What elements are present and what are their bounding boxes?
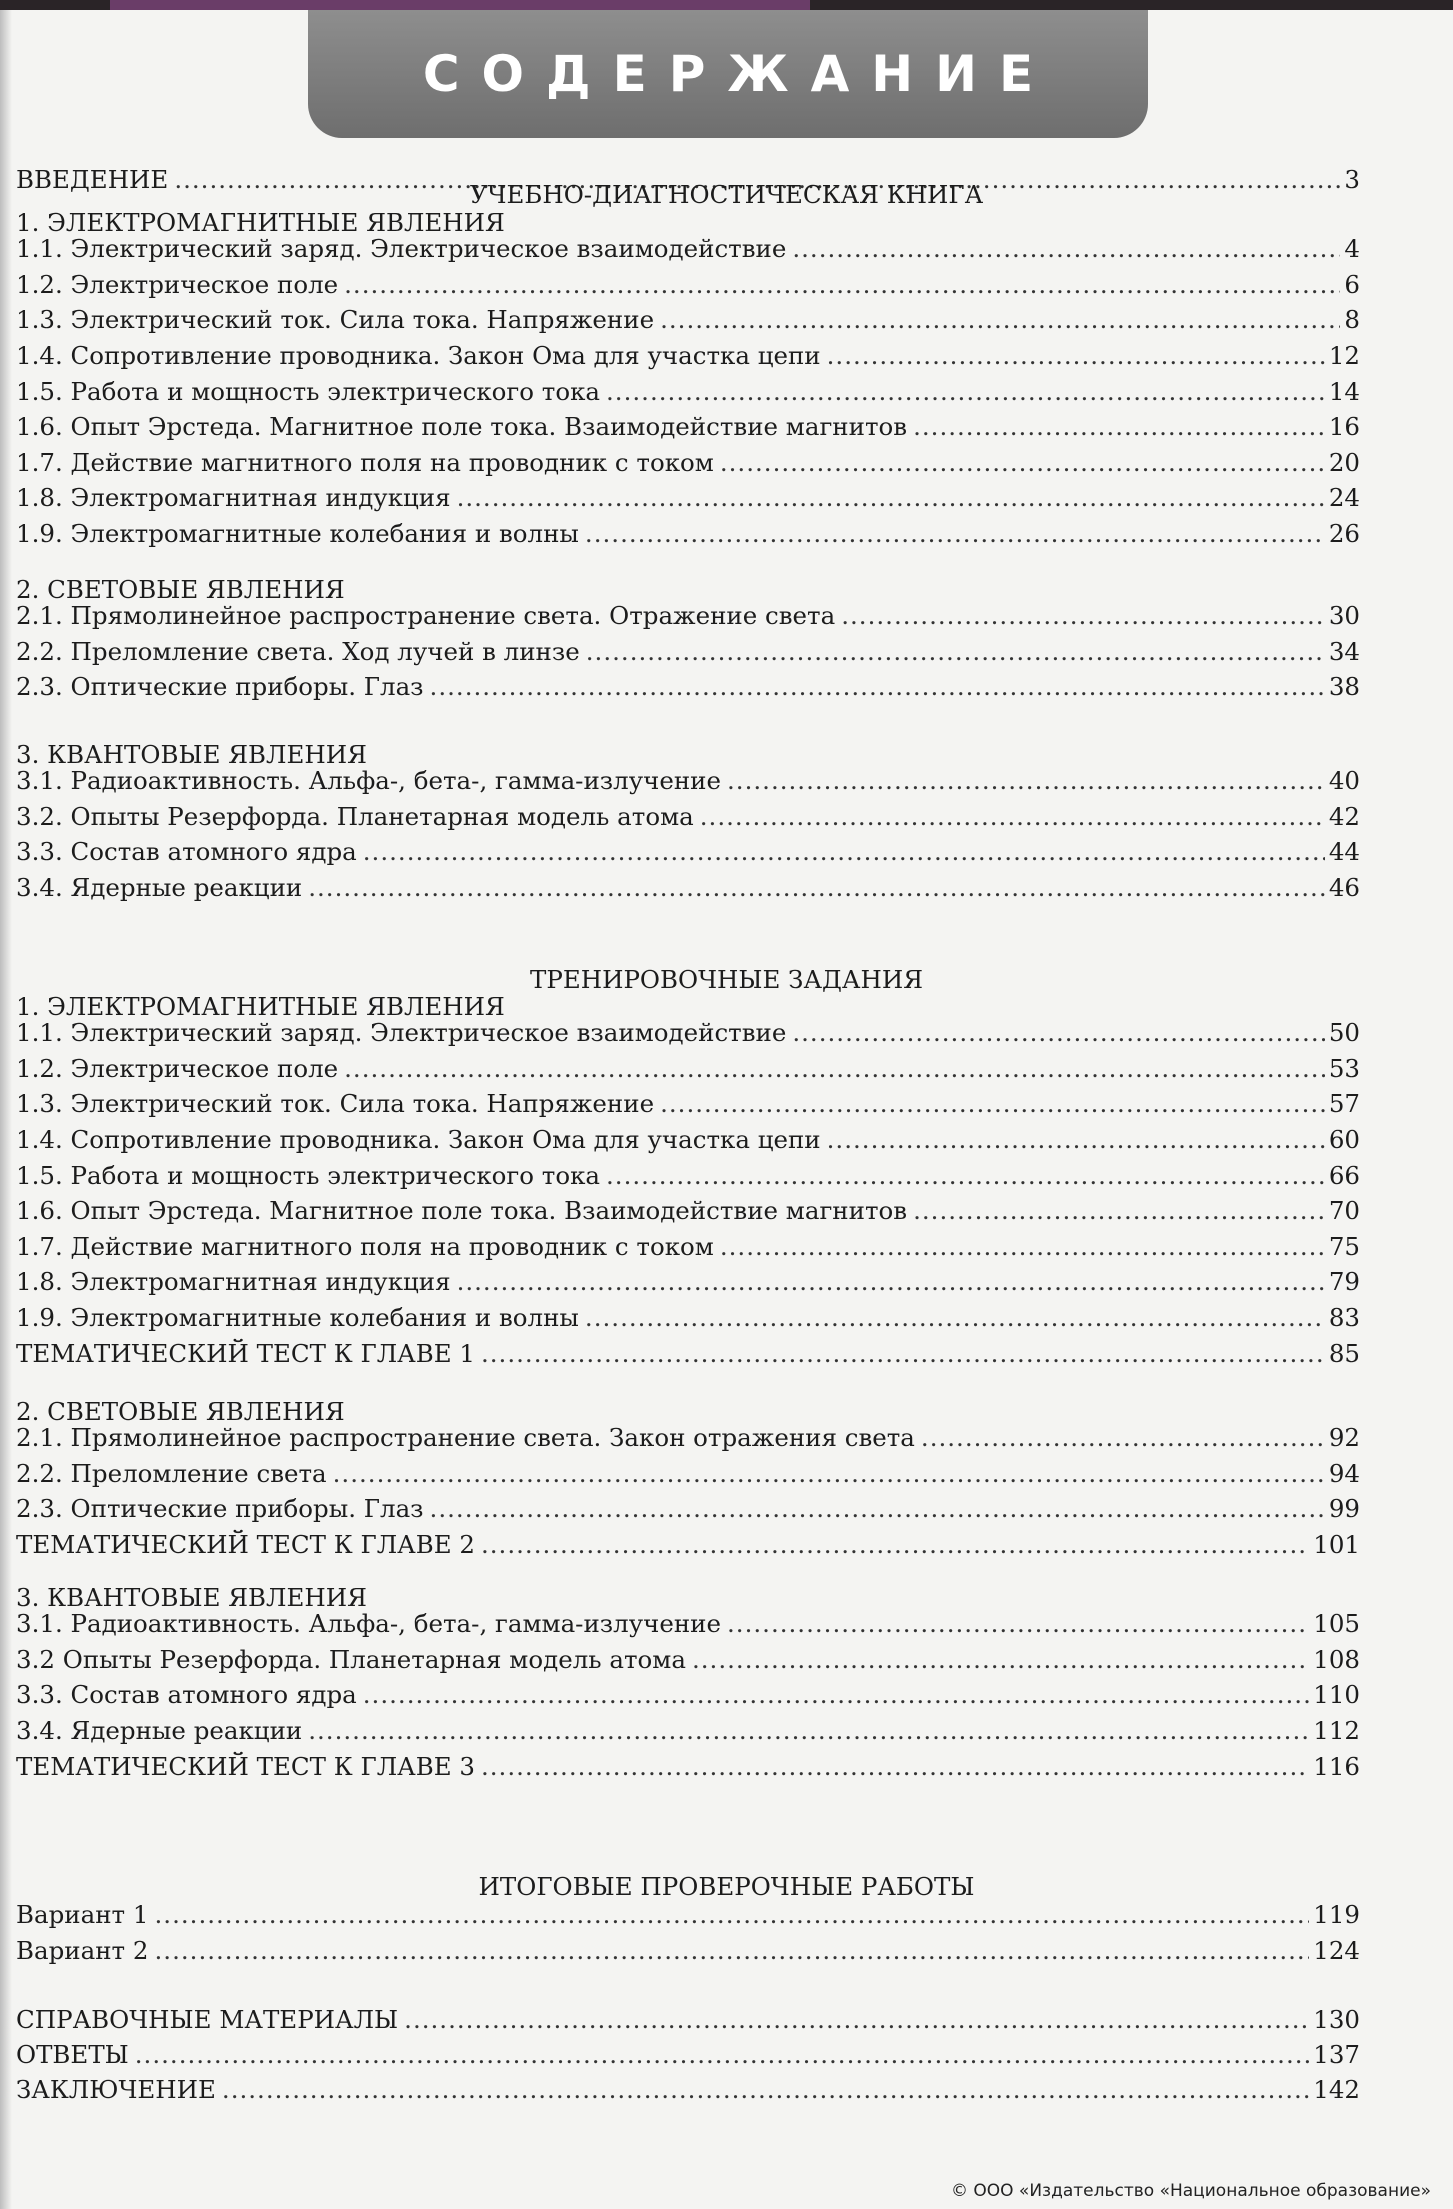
toc-entry-title: 1.9. Электромагнитные колебания и волны (16, 518, 579, 548)
toc-entry-page: 30 (1328, 601, 1360, 631)
toc-entry-title: ЗАКЛЮЧЕНИЕ (16, 2075, 216, 2104)
toc-entry-title: 2.1. Прямолинейное распространение света. Закон отражения света (16, 1423, 915, 1453)
dot-leader (404, 2005, 1309, 2034)
dot-leader (457, 1267, 1325, 1296)
dot-leader (222, 2075, 1309, 2104)
toc-entry-title: СПРАВОЧНЫЕ МАТЕРИАЛЫ (16, 2005, 399, 2034)
toc-entry-title: 1.2. Электрическое поле (16, 1053, 339, 1083)
dot-leader (155, 1936, 1310, 1965)
toc-entry-title: 2.3. Оптические приборы. Глаз (16, 1494, 424, 1524)
toc-entry-title: 1.4. Сопротивление проводника. Закон Ома для участка цепи (16, 340, 821, 370)
toc-entry-page: 60 (1328, 1124, 1360, 1154)
toc-entry-title: 3.3. Состав атомного ядра (16, 1680, 357, 1710)
toc-entry-page: 16 (1328, 412, 1360, 442)
toc-entry-page: 130 (1313, 2005, 1360, 2034)
toc-entry-page: 4 (1344, 234, 1360, 264)
toc-entry[interactable] (16, 1089, 1360, 1123)
toc-entry-title: 3.4. Ядерные реакции (16, 872, 303, 902)
toc-entry-page: 108 (1313, 1644, 1360, 1674)
toc-entry-title: 3.2 Опыты Резерфорда. Планетарная модель атома (16, 1644, 686, 1674)
dot-leader (727, 766, 1325, 795)
toc-entry-page: 8 (1344, 305, 1360, 335)
toc-entry-page: 70 (1328, 1196, 1360, 1226)
toc-entry[interactable] (16, 1125, 1360, 1159)
dot-leader (727, 1609, 1309, 1638)
toc-entry-title: 1.9. Электромагнитные колебания и волны (16, 1302, 579, 1332)
chapter-heading: 3. КВАНТОВЫЕ ЯВЛЕНИЯ (16, 1583, 367, 1612)
toc-entry-closing[interactable] (16, 2040, 1360, 2074)
toc-entry-page: 142 (1313, 2075, 1360, 2104)
part-heading: УЧЕБНО-ДИАГНОСТИЧЕСКАЯ КНИГА (469, 180, 984, 209)
dot-leader (720, 1232, 1325, 1261)
toc-entry-page: 40 (1328, 766, 1360, 796)
toc-entry-page: 66 (1328, 1160, 1360, 1190)
toc-entry-title: 2.2. Преломление света. Ход лучей в линзе (16, 636, 580, 666)
toc-entry[interactable] (16, 1609, 1360, 1643)
toc-entry[interactable] (16, 1018, 1360, 1052)
dot-leader (481, 1339, 1325, 1368)
toc-entry-title: 1.8. Электромагнитная индукция (16, 1267, 451, 1297)
toc-entry-title: 1.6. Опыт Эрстеда. Магнитное поле тока. Взаимодействие магнитов (16, 1196, 908, 1226)
toc-entry-title: ТЕМАТИЧЕСКИЙ ТЕСТ К ГЛАВЕ 1 (16, 1338, 475, 1368)
chapter-heading: 2. СВЕТОВЫЕ ЯВЛЕНИЯ (16, 1397, 345, 1426)
dot-leader (457, 483, 1325, 512)
toc-entry-page: 46 (1328, 872, 1360, 902)
toc-entry-page: 85 (1328, 1338, 1360, 1368)
toc-entry-page: 105 (1313, 1609, 1360, 1639)
toc-entry-title: 3.1. Радиоактивность. Альфа-, бета-, гамма-излучение (16, 1609, 721, 1639)
cover-edge (110, 0, 810, 10)
toc-entry[interactable] (16, 637, 1360, 671)
chapter-heading: 1. ЭЛЕКТРОМАГНИТНЫЕ ЯВЛЕНИЯ (16, 992, 505, 1021)
toc-entry[interactable] (16, 483, 1360, 517)
dot-leader (792, 1018, 1324, 1047)
toc-entry-title: ВВЕДЕНИЕ (16, 165, 169, 194)
toc-entry[interactable] (16, 766, 1360, 800)
toc-entry-page: 116 (1313, 1751, 1360, 1781)
toc-entry-page: 14 (1328, 376, 1360, 406)
toc-entry-title: ТЕМАТИЧЕСКИЙ ТЕСТ К ГЛАВЕ 2 (16, 1529, 475, 1559)
toc-entry-page: 6 (1344, 269, 1360, 299)
toc-entry-title: 1.1. Электрический заряд. Электрическое взаимодействие (16, 1018, 787, 1048)
toc-entry-page: 42 (1328, 801, 1360, 831)
toc-entry[interactable] (16, 802, 1360, 836)
dot-leader (921, 1423, 1325, 1452)
toc-entry-page: 3 (1344, 165, 1360, 194)
toc-entry[interactable] (16, 1423, 1360, 1457)
dot-leader (720, 448, 1325, 477)
toc-entry[interactable] (16, 1645, 1360, 1679)
dot-leader (363, 1680, 1309, 1709)
dot-leader (792, 234, 1340, 263)
toc-entry-title: 1.5. Работа и мощность электрического тока (16, 1160, 601, 1190)
top-edge-strip (0, 0, 1453, 10)
toc-entry-title: Вариант 2 (16, 1935, 149, 1965)
toc-entry-title: 2.3. Оптические приборы. Глаз (16, 672, 424, 702)
dot-leader (481, 1530, 1309, 1559)
toc-entry[interactable] (16, 601, 1360, 635)
toc-entry-page: 38 (1328, 672, 1360, 702)
toc-entry-page: 92 (1328, 1423, 1360, 1453)
toc-entry-page: 26 (1328, 518, 1360, 548)
dot-leader (692, 1645, 1309, 1674)
toc-entry-closing[interactable] (16, 2075, 1360, 2109)
toc-entry-page: 94 (1328, 1458, 1360, 1488)
dot-leader (155, 1900, 1310, 1929)
dot-leader (841, 601, 1325, 630)
toc-entry-page: 24 (1328, 483, 1360, 513)
toc-entry-closing[interactable] (16, 2005, 1360, 2039)
toc-entry[interactable] (16, 1267, 1360, 1301)
toc-entry-title: ОТВЕТЫ (16, 2040, 129, 2069)
toc-entry[interactable] (16, 1752, 1360, 1786)
dot-leader (827, 341, 1325, 370)
toc-entry-title: 1.7. Действие магнитного поля на проводник с током (16, 447, 714, 477)
dot-leader (308, 873, 1325, 902)
toc-entry[interactable] (16, 837, 1360, 871)
part-heading: ТРЕНИРОВОЧНЫЕ ЗАДАНИЯ (530, 965, 923, 994)
toc-entry-page: 75 (1328, 1231, 1360, 1261)
dot-leader (606, 377, 1325, 406)
toc-entry[interactable] (16, 377, 1360, 411)
dot-leader (344, 1054, 1325, 1083)
toc-entry-title: 1.6. Опыт Эрстеда. Магнитное поле тока. Взаимодействие магнитов (16, 412, 908, 442)
dot-leader (660, 1089, 1325, 1118)
toc-entry[interactable] (16, 1054, 1360, 1088)
toc-entry-page: 112 (1313, 1715, 1360, 1745)
dot-leader (333, 1459, 1325, 1488)
toc-entry-page: 53 (1328, 1053, 1360, 1083)
toc-entry-page: 83 (1328, 1302, 1360, 1332)
toc-entry[interactable] (16, 305, 1360, 339)
toc-entry-title: 3.1. Радиоактивность. Альфа-, бета-, гамма-излучение (16, 766, 721, 796)
dot-leader (913, 412, 1325, 441)
toc-entry-title: 1.3. Электрический ток. Сила тока. Напряжение (16, 1089, 655, 1119)
copyright-footer: © ООО «Издательство «Национальное образование» (950, 2181, 1431, 2201)
toc-entry[interactable] (16, 1232, 1360, 1266)
dot-leader (308, 1716, 1309, 1745)
toc-entry[interactable] (16, 672, 1360, 706)
toc-entry[interactable] (16, 341, 1360, 375)
toc-entry[interactable] (16, 1680, 1360, 1714)
toc-entry-page: 137 (1313, 2040, 1360, 2069)
toc-entry-title: 3.4. Ядерные реакции (16, 1715, 303, 1745)
dot-leader (430, 1494, 1325, 1523)
toc-entry[interactable] (16, 1716, 1360, 1750)
toc-entry-page: 79 (1328, 1267, 1360, 1297)
toc-entry-page: 12 (1328, 340, 1360, 370)
toc-entry[interactable] (16, 448, 1360, 482)
toc-entry-page: 20 (1328, 447, 1360, 477)
toc-entry-title: Вариант 1 (16, 1900, 149, 1929)
toc-entry[interactable] (16, 873, 1360, 907)
contents-header-tab (308, 10, 1148, 138)
dot-leader (606, 1161, 1325, 1190)
toc-entry[interactable] (16, 270, 1360, 304)
toc-entry-page: 110 (1313, 1680, 1360, 1710)
toc-entry-title: 2.1. Прямолинейное распространение света. Отражение света (16, 601, 836, 631)
chapter-heading: 3. КВАНТОВЫЕ ЯВЛЕНИЯ (16, 740, 367, 769)
toc-entry[interactable] (16, 412, 1360, 446)
dot-leader (363, 837, 1325, 866)
toc-entry[interactable] (16, 1161, 1360, 1195)
dot-leader (700, 802, 1325, 831)
toc-entry[interactable] (16, 1494, 1360, 1528)
toc-entry-title: 1.8. Электромагнитная индукция (16, 483, 451, 513)
toc-entry-page: 99 (1328, 1494, 1360, 1524)
dot-leader (660, 305, 1340, 334)
dot-leader (585, 519, 1325, 548)
toc-entry[interactable] (16, 1459, 1360, 1493)
toc-entry-page: 34 (1328, 636, 1360, 666)
dot-leader (430, 672, 1325, 701)
toc-entry-page: 50 (1328, 1018, 1360, 1048)
dot-leader (344, 270, 1340, 299)
part-heading: ИТОГОВЫЕ ПРОВЕРОЧНЫЕ РАБОТЫ (478, 1872, 975, 1901)
dot-leader (586, 637, 1325, 666)
toc-entry-title: 1.4. Сопротивление проводника. Закон Ома для участка цепи (16, 1124, 821, 1154)
toc-entry[interactable] (16, 1530, 1360, 1564)
toc-entry-page: 124 (1313, 1935, 1360, 1965)
dot-leader (135, 2040, 1309, 2069)
toc-entry-page: 119 (1313, 1900, 1360, 1929)
toc-entry-page: 57 (1328, 1089, 1360, 1119)
toc-entry-title: ТЕМАТИЧЕСКИЙ ТЕСТ К ГЛАВЕ 3 (16, 1751, 475, 1781)
toc-entry[interactable] (16, 1196, 1360, 1230)
dot-leader (481, 1752, 1309, 1781)
toc-entry[interactable] (16, 519, 1360, 553)
toc-entry-title: 1.5. Работа и мощность электрического тока (16, 376, 601, 406)
chapter-heading: 1. ЭЛЕКТРОМАГНИТНЫЕ ЯВЛЕНИЯ (16, 208, 505, 237)
toc-entry[interactable] (16, 1936, 1360, 1970)
dot-leader (913, 1196, 1325, 1225)
toc-entry-title: 3.3. Состав атомного ядра (16, 837, 357, 867)
toc-entry-title: 1.1. Электрический заряд. Электрическое взаимодействие (16, 234, 787, 264)
dot-leader (585, 1303, 1325, 1332)
chapter-heading: 2. СВЕТОВЫЕ ЯВЛЕНИЯ (16, 575, 345, 604)
toc-entry-title: 1.2. Электрическое поле (16, 269, 339, 299)
toc-entry-title: 2.2. Преломление света (16, 1458, 327, 1488)
toc-entry[interactable] (16, 1900, 1360, 1934)
toc-entry[interactable] (16, 1303, 1360, 1337)
toc-entry-title: 1.7. Действие магнитного поля на проводник с током (16, 1231, 714, 1261)
toc-entry[interactable] (16, 234, 1360, 268)
toc-entry-title: 3.2. Опыты Резерфорда. Планетарная модель атома (16, 801, 694, 831)
toc-entry-page: 44 (1328, 837, 1360, 867)
dot-leader (827, 1125, 1325, 1154)
toc-entry[interactable] (16, 1339, 1360, 1373)
toc-entry-page: 101 (1313, 1529, 1360, 1559)
toc-entry-title: 1.3. Электрический ток. Сила тока. Напряжение (16, 305, 655, 335)
page-title: СОДЕРЖАНИЕ (422, 45, 1056, 103)
